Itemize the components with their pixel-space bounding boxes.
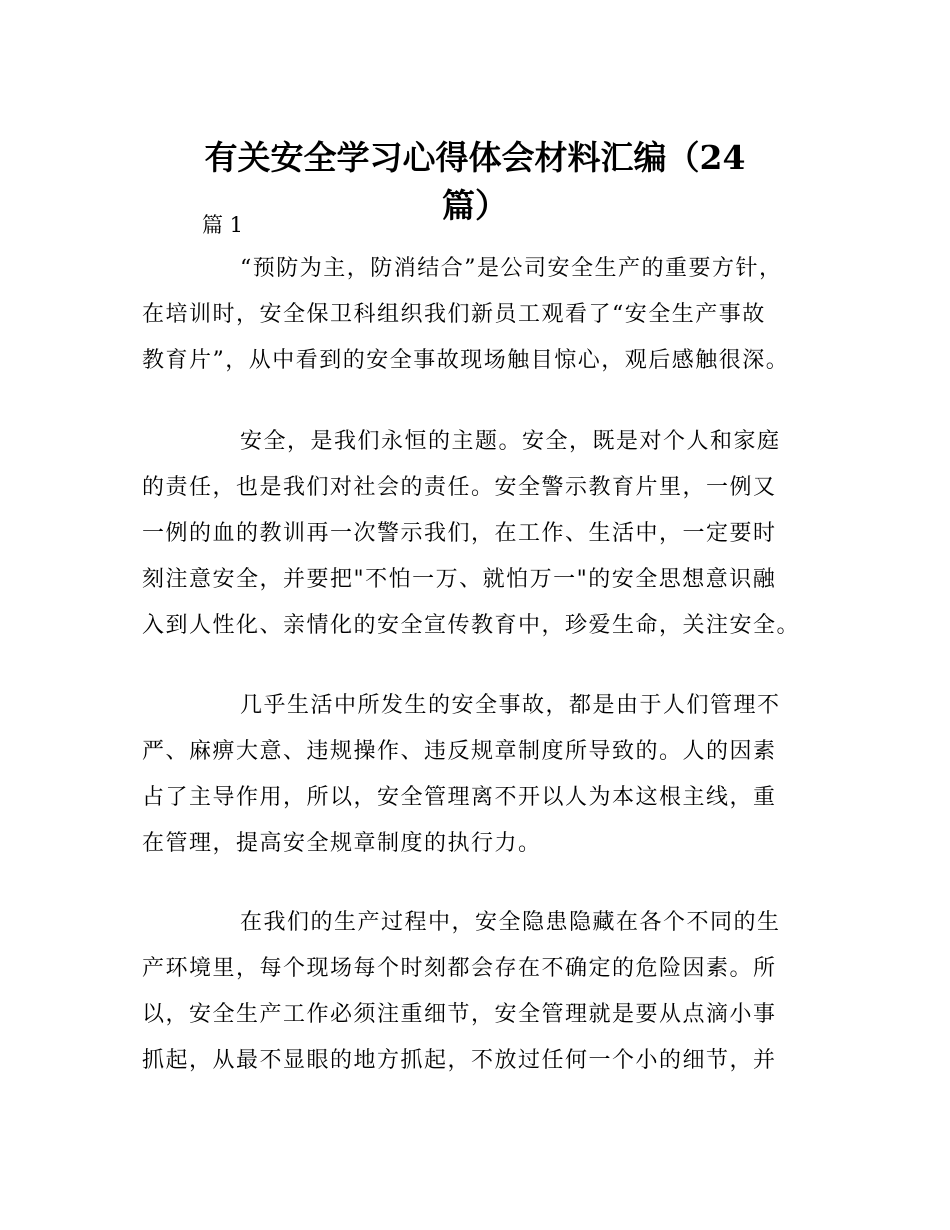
title-line: 有关安全学习心得体会材料汇编（24 [204,138,746,178]
paragraph [142,900,822,1084]
paragraph [142,419,822,649]
paragraph-line: 产环境里，每个现场每个时刻都会存在不确定的危险因素。所 [142,956,777,981]
title-line: 篇） [442,186,508,226]
paragraph-line: 占了主导作用，所以，安全管理离不开以人为本这根主线，重 [142,785,777,810]
paragraph-line: 刻注意安全，并要把"不怕一万、就怕万一"的安全思想意识融 [142,567,777,592]
paragraph [142,246,822,384]
paragraph-line: 在培训时，安全保卫科组织我们新员工观看了“安全生产事故 [142,302,766,327]
paragraph-line: 几乎生活中所发生的安全事故，都是由于人们管理不 [240,693,781,718]
paragraph-line: 严、麻痹大意、违规操作、违反规章制度所导致的。人的因素 [142,739,777,764]
paragraph-line: “预防为主，防消结合”是公司安全生产的重要方针， [240,256,783,281]
paragraph-line: 安全，是我们永恒的主题。安全，既是对个人和家庭 [240,429,781,454]
section-label: 篇 1 [202,213,244,237]
paragraph-line: 一例的血的教训再一次警示我们，在工作、生活中，一定要时 [142,521,777,546]
paragraph-line: 入到人性化、亲情化的安全宣传教育中，珍爱生命，关注安全。 [142,613,801,638]
paragraph-line: 在管理，提高安全规章制度的执行力。 [142,831,542,856]
paragraph-line: 教育片”，从中看到的安全事故现场触目惊心，观后感触很深。 [142,348,790,373]
paragraph-line: 在我们的生产过程中，安全隐患隐藏在各个不同的生 [240,910,781,935]
paragraph [142,683,822,867]
paragraph-line: 的责任，也是我们对社会的责任。安全警示教育片里，一例又 [142,475,777,500]
paragraph-line: 抓起，从最不显眼的地方抓起，不放过任何一个小的细节，并 [142,1048,777,1073]
paragraph-line: 以，安全生产工作必须注重细节，安全管理就是要从点滴小事 [142,1002,777,1027]
